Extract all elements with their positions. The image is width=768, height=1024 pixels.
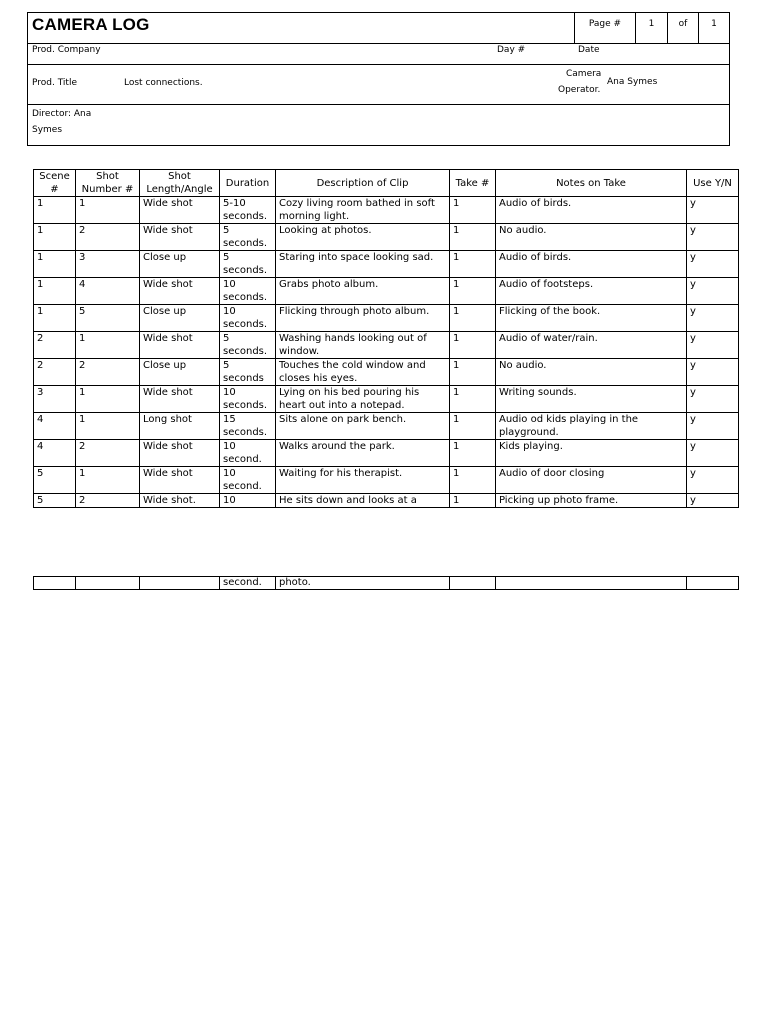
table-cell: No audio. [496,359,687,386]
table-cell: Kids playing. [496,440,687,467]
col-header-take: Take # [450,170,496,197]
page-value: 1 [635,13,667,43]
table-cell: Washing hands looking out of window. [276,332,450,359]
table-cell: 5 seconds. [220,332,276,359]
table-row [34,224,739,251]
table-cell: Audio od kids playing in the playground. [496,413,687,440]
table-cell: 4 [34,440,76,467]
col-header-scene: Scene # [34,170,76,197]
table-cell: 2 [34,332,76,359]
table-cell: Wide shot [140,224,220,251]
table-cell: Waiting for his therapist. [276,467,450,494]
table-row [34,332,739,359]
table-row [34,278,739,305]
director-line-1: Director: Ana [32,109,92,119]
table-cell: 1 [450,440,496,467]
table-cell: y [687,440,739,467]
table-cell: 1 [34,278,76,305]
table-cell: Flicking of the book. [496,305,687,332]
header-box [27,12,730,146]
table-cell: 1 [450,386,496,413]
table-row [34,386,739,413]
table-cell: Staring into space looking sad. [276,251,450,278]
table-cell [34,577,76,590]
table-cell: y [687,467,739,494]
table-cell: 1 [450,305,496,332]
table-cell: 5-10 seconds. [220,197,276,224]
table-cell: 5 seconds. [220,224,276,251]
table-cell: 3 [76,251,140,278]
camera-operator-value: Ana Symes [607,77,658,87]
table-cell: 1 [450,413,496,440]
table-cell: 1 [76,467,140,494]
table-cell: 1 [34,251,76,278]
table-cell: 2 [76,359,140,386]
continuation-row [34,577,739,590]
table-cell: Wide shot [140,440,220,467]
table-cell: Audio of water/rain. [496,332,687,359]
table-cell: y [687,224,739,251]
col-header-shot-number: Shot Number # [76,170,140,197]
col-header-description: Description of Clip [276,170,450,197]
table-row [34,197,739,224]
table-cell: 3 [34,386,76,413]
table-cell: y [687,494,739,508]
table-row [34,440,739,467]
table-cell: Flicking through photo album. [276,305,450,332]
table-cell [76,577,140,590]
table-row [34,413,739,440]
table-cell: Wide shot. [140,494,220,508]
table-header-row [34,170,739,197]
table-cell: 5 [34,467,76,494]
table-cell: 1 [76,413,140,440]
table-cell [496,577,687,590]
table-cell: Cozy living room bathed in soft morning light. [276,197,450,224]
table-cell: 2 [76,494,140,508]
table-cell: 1 [450,494,496,508]
table-cell: 1 [450,467,496,494]
table-cell [450,577,496,590]
table-cell: 1 [34,305,76,332]
table-cell: y [687,278,739,305]
table-cell: 10 seconds. [220,278,276,305]
of-label: of [667,13,698,43]
table-cell: 2 [76,440,140,467]
table-row [34,251,739,278]
table-cell: 10 seconds. [220,386,276,413]
table-cell: No audio. [496,224,687,251]
table-cell: Close up [140,305,220,332]
table-cell: 4 [76,278,140,305]
table-cell: 2 [34,359,76,386]
page-label: Page # [574,13,635,43]
table-cell: 1 [450,197,496,224]
table-cell: 1 [76,332,140,359]
table-cell: y [687,386,739,413]
table-cell: Writing sounds. [496,386,687,413]
table-cell: Grabs photo album. [276,278,450,305]
table-cell: Walks around the park. [276,440,450,467]
table-cell: Long shot [140,413,220,440]
table-cell: 5 seconds. [220,251,276,278]
prod-company-label: Prod. Company [32,45,101,55]
table-cell: 10 second. [220,440,276,467]
table-cell: y [687,197,739,224]
table-cell: photo. [276,577,450,590]
table-row [34,467,739,494]
table-cell [140,577,220,590]
table-cell [687,577,739,590]
table-cell: Audio of door closing [496,467,687,494]
table-cell: 1 [450,359,496,386]
table-cell: Audio of birds. [496,197,687,224]
header-row-director [28,105,729,145]
table-cell: y [687,305,739,332]
table-row [34,305,739,332]
table-cell: 1 [76,197,140,224]
operator-label: Operator. [558,85,601,95]
date-label: Date [578,45,600,55]
table-cell: 1 [34,197,76,224]
table-cell: Looking at photos. [276,224,450,251]
col-header-use: Use Y/N [687,170,739,197]
table-cell: 5 [76,305,140,332]
col-header-shot-length: Shot Length/Angle [140,170,220,197]
table-cell: Audio of birds. [496,251,687,278]
of-value: 1 [698,13,729,43]
table-cell: 15 seconds. [220,413,276,440]
table-cell: 1 [34,224,76,251]
table-cell: y [687,413,739,440]
table-cell: Lying on his bed pouring his heart out into a notepad. [276,386,450,413]
table-cell: Touches the cold window and closes his eyes. [276,359,450,386]
table-row [34,494,739,508]
table-cell: 10 [220,494,276,508]
table-cell: 1 [450,251,496,278]
prod-title-label: Prod. Title [32,78,77,88]
table-cell: 1 [450,224,496,251]
table-cell: 1 [450,278,496,305]
day-label: Day # [497,45,526,55]
col-header-notes: Notes on Take [496,170,687,197]
director-line-2: Symes [32,125,63,135]
table-cell: 10 seconds. [220,305,276,332]
table-cell: He sits down and looks at a [276,494,450,508]
page-title: CAMERA LOG [32,15,150,34]
table-cell: 1 [450,332,496,359]
camera-log-table [33,169,739,508]
col-header-duration: Duration [220,170,276,197]
header-row-company [28,44,729,65]
table-cell: y [687,359,739,386]
table-cell: Close up [140,359,220,386]
camera-label: Camera [566,69,602,79]
table-cell: Wide shot [140,278,220,305]
table-cell: Audio of footsteps. [496,278,687,305]
table-cell: Wide shot [140,386,220,413]
table-cell: Wide shot [140,332,220,359]
table-cell: Close up [140,251,220,278]
table-cell: Sits alone on park bench. [276,413,450,440]
header-row-title [28,13,729,44]
table-cell: 5 seconds [220,359,276,386]
table-cell: Wide shot [140,197,220,224]
table-row [34,359,739,386]
table-cell: Picking up photo frame. [496,494,687,508]
table-cell: 1 [76,386,140,413]
table-cell: 5 [34,494,76,508]
table-cell: 2 [76,224,140,251]
table-cell: Wide shot [140,467,220,494]
header-row-title-info [28,65,729,105]
table-cell: 10 second. [220,467,276,494]
continuation-table [33,576,739,590]
table-cell: second. [220,577,276,590]
table-cell: y [687,251,739,278]
table-cell: 4 [34,413,76,440]
table-cell: y [687,332,739,359]
prod-title-value: Lost connections. [124,78,203,88]
